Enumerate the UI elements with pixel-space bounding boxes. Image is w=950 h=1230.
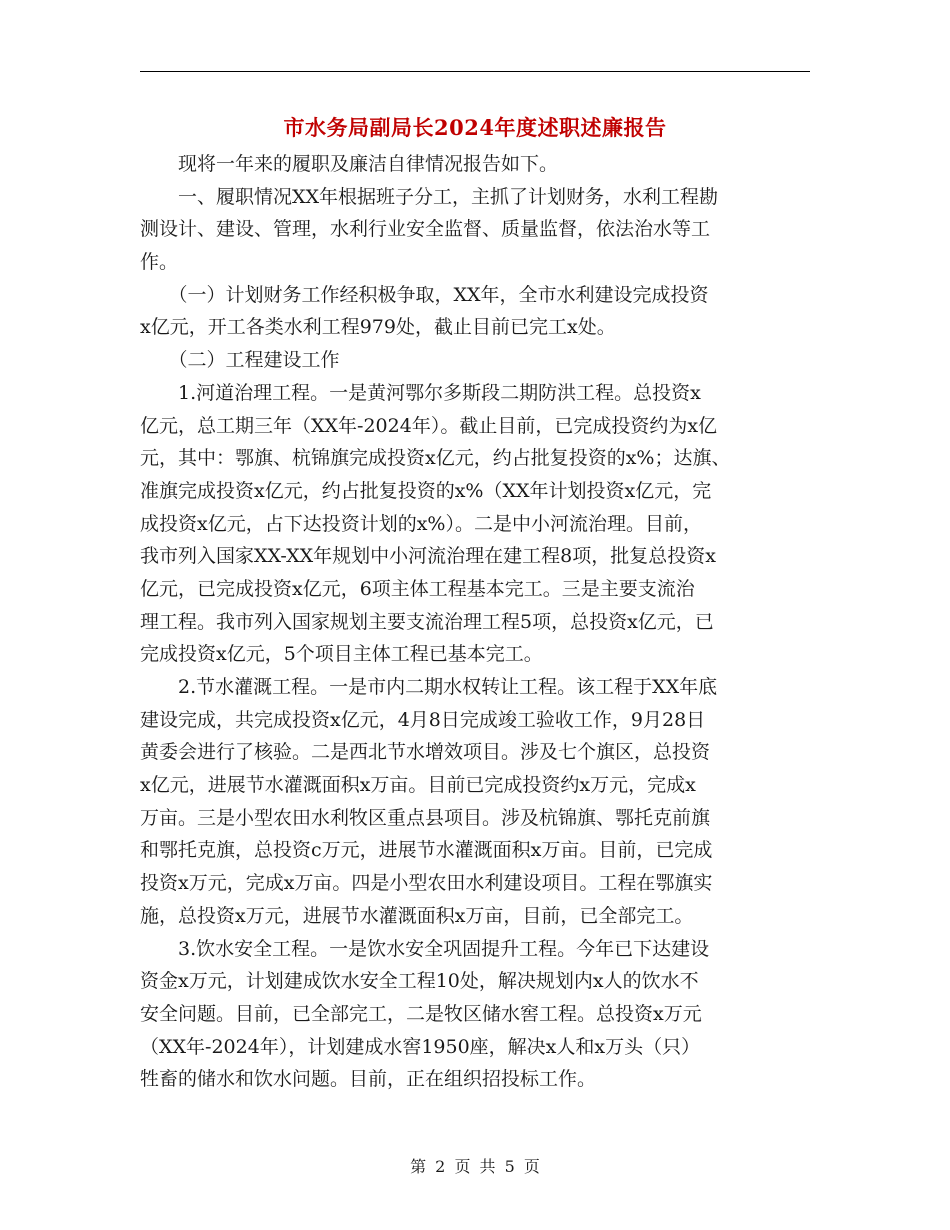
body-line: 安全问题。目前，已全部完工，二是牧区储水窖工程。总投资x万元: [140, 1002, 702, 1025]
body-line: （一）计划财务工作经积极争取，XX年，全市水利建设完成投资: [140, 283, 709, 306]
body-line: 作。: [140, 251, 179, 274]
body-line: 成投资x亿元，占下达投资计划的x%）。二是中小河流治理。目前，: [140, 512, 702, 535]
body-line: 和鄂托克旗，总投资c万元，进展节水灌溉面积x万亩。目前，已完成: [140, 839, 713, 862]
header-rule: [140, 71, 810, 72]
body-line: 测设计、建设、管理，水利行业安全监督、质量监督，依法治水等工: [140, 218, 711, 241]
body-line: 完成投资x亿元，5个项目主体工程已基本完工。: [140, 643, 543, 666]
body-line: 黄委会进行了核验。二是西北节水增效项目。涉及七个旗区，总投资: [140, 741, 711, 764]
body-line: 资金x万元，计划建成饮水安全工程10处，解决规划内x人的饮水不: [140, 970, 699, 993]
body-line: 万亩。三是小型农田水利牧区重点县项目。涉及杭锦旗、鄂托克前旗: [140, 806, 711, 829]
body-line: （二）工程建设工作: [140, 349, 340, 372]
page-footer: 第 2 页 共 5 页: [410, 1157, 540, 1176]
body-line: 牲畜的储水和饮水问题。目前，正在组织招投标工作。: [140, 1068, 597, 1091]
body-line: 准旗完成投资x亿元，约占批复投资的x%（XX年计划投资x亿元，完: [140, 479, 712, 502]
body-line: x亿元，开工各类水利工程979处，截止目前已完工x处。: [140, 316, 616, 339]
body-line: 2.节水灌溉工程。一是市内二期水权转让工程。该工程于XX年底: [140, 676, 718, 698]
body-line: （XX年-2024年），计划建成水窖1950座，解决x人和x万头（只）: [140, 1035, 701, 1058]
body-line: 1.河道治理工程。一是黄河鄂尔多斯段二期防洪工程。总投资x: [140, 381, 701, 404]
document-title: 市水务局副局长2024年度述职述廉报告: [283, 115, 667, 140]
body-line: 施，总投资x万元，进展节水灌溉面积x万亩，目前，已全部完工。: [140, 904, 694, 927]
body-line: 我市列入国家XX-XX年规划中小河流治理在建工程8项，批复总投资x: [140, 545, 716, 568]
body-line: 亿元，已完成投资x亿元，6项主体工程基本完工。三是主要支流治: [140, 577, 695, 600]
body-line: 元，其中：鄂旗、杭锦旗完成投资x亿元，约占批复投资的x%；达旗、: [140, 447, 731, 470]
body-line: 亿元，总工期三年（XX年-2024年）。截止目前，已完成投资约为x亿: [140, 414, 718, 437]
body-line: 建设完成，共完成投资x亿元，4月8日完成竣工验收工作，9月28日: [140, 708, 706, 731]
document-body: [140, 148, 815, 1096]
body-line: 3.饮水安全工程。一是饮水安全巩固提升工程。今年已下达建设: [140, 937, 710, 960]
body-line: 现将一年来的履职及廉洁自律情况报告如下。: [140, 153, 559, 175]
body-line: 投资x万元，完成x万亩。四是小型农田水利建设项目。工程在鄂旗实: [140, 872, 713, 895]
body-line: 一、履职情况XX年根据班子分工，主抓了计划财务，水利工程勘: [140, 185, 719, 208]
body-line: 理工程。我市列入国家规划主要支流治理工程5项，总投资x亿元，已: [140, 610, 714, 633]
body-line: x亿元，进展节水灌溉面积x万亩。目前已完成投资约x万元，完成x: [140, 774, 696, 797]
